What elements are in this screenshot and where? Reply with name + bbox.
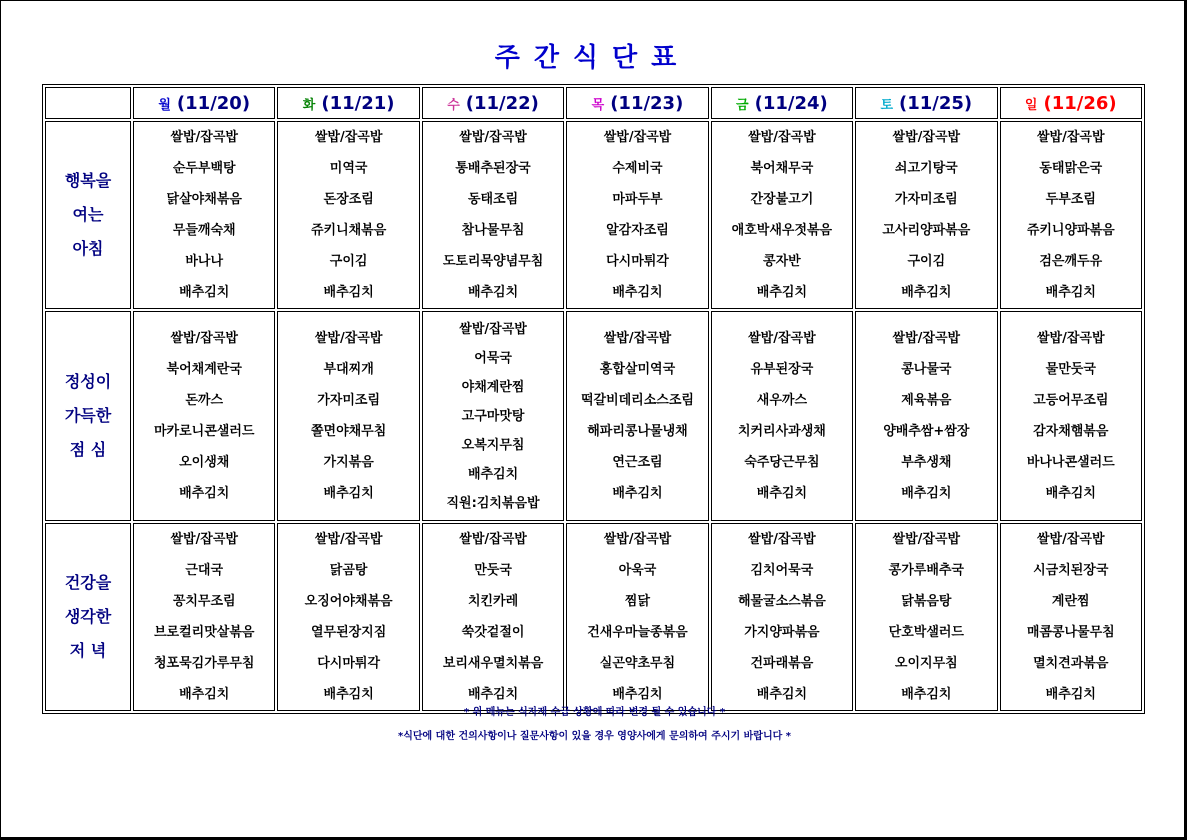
menu-item: 닭곰탕 <box>329 563 368 578</box>
menu-item: 만둣국 <box>474 563 512 578</box>
menu-item: 부대찌개 <box>323 362 374 377</box>
menu-item: 어묵국 <box>474 350 512 366</box>
menu-item: 참나물무침 <box>461 223 525 238</box>
day-icon: 금 <box>736 97 749 113</box>
menu-item: 보리새우멸치볶음 <box>442 656 544 671</box>
menu-item: 마파두부 <box>612 192 663 207</box>
menu-cell <box>1000 311 1142 521</box>
menu-item: 두부조림 <box>1045 192 1096 207</box>
menu-item: 콩가루배추국 <box>888 563 964 578</box>
menu-item: 유부된장국 <box>750 362 814 377</box>
menu-item: 쌀밥/잡곡밥 <box>170 130 238 145</box>
menu-item: 돈까스 <box>185 393 224 408</box>
menu-cell <box>277 523 419 711</box>
menu-item: 청포묵김가루무침 <box>153 656 255 671</box>
day-header <box>422 87 564 119</box>
menu-cell <box>133 523 275 711</box>
menu-item: 고등어무조림 <box>1033 393 1109 408</box>
menu-item: 쌀밥/잡곡밥 <box>170 331 238 346</box>
menu-item: 배추김치 <box>612 285 663 300</box>
menu-item: 계란찜 <box>1051 594 1090 609</box>
day-date: (11/26) <box>1043 92 1117 114</box>
menu-item: 동태맑은국 <box>1039 161 1103 176</box>
menu-item: 쌀밥/잡곡밥 <box>170 532 238 547</box>
day-header <box>566 87 708 119</box>
menu-item: 건새우마늘종볶음 <box>587 625 688 640</box>
menu-item: 배추김치 <box>901 285 952 300</box>
menu-item: 다시마튀각 <box>317 656 381 671</box>
menu-cell <box>711 523 853 711</box>
day-date: (11/23) <box>610 92 684 114</box>
menu-item: 닭살야채볶음 <box>166 192 242 207</box>
menu-item: 쑥갓겉절이 <box>461 625 525 640</box>
day-date: (11/25) <box>899 92 973 114</box>
menu-item: 감자채햄볶음 <box>1033 424 1109 439</box>
meal-label <box>45 523 131 711</box>
menu-item: 시금치된장국 <box>1033 563 1109 578</box>
menu-cell <box>1000 523 1142 711</box>
menu-item: 숙주당근무침 <box>744 455 820 470</box>
meal-row <box>45 523 1142 711</box>
menu-item: 쌀밥/잡곡밥 <box>314 130 383 145</box>
day-header <box>133 87 275 119</box>
menu-item: 배추김치 <box>1045 486 1096 501</box>
menu-item: 찜닭 <box>624 594 651 609</box>
menu-item: 쌀밥/잡곡밥 <box>459 321 527 337</box>
menu-item: 간장불고기 <box>750 192 814 207</box>
menu-item: 배추김치 <box>467 285 519 300</box>
day-icon: 목 <box>591 97 605 113</box>
menu-item: 배추김치 <box>756 285 808 300</box>
menu-item: 쥬키니채볶음 <box>310 223 387 238</box>
menu-cell <box>566 311 708 521</box>
menu-item: 배추김치 <box>467 466 519 482</box>
meal-row <box>45 121 1142 309</box>
meal-label-line: 정성이 <box>64 372 112 391</box>
menu-item: 도토리묵양념무침 <box>442 254 544 269</box>
day-icon: 토 <box>880 97 894 113</box>
menu-item: 배추김치 <box>323 687 374 702</box>
menu-item: 쌀밥/잡곡밥 <box>892 532 961 547</box>
menu-item: 쌀밥/잡곡밥 <box>314 331 383 346</box>
menu-cell <box>422 121 564 309</box>
menu-item: 쌀밥/잡곡밥 <box>314 532 383 547</box>
menu-item: 쇠고기탕국 <box>894 161 958 176</box>
menu-item: 배추김치 <box>756 486 808 501</box>
menu-item: 수제비국 <box>612 161 663 176</box>
menu-item: 멸치견과볶음 <box>1033 656 1109 671</box>
menu-cell <box>566 523 708 711</box>
menu-item: 배추김치 <box>612 687 663 702</box>
menu-item: 부추생채 <box>901 455 952 470</box>
meal-label-line: 행복을 <box>64 171 112 190</box>
menu-item: 구이김 <box>329 254 368 269</box>
day-icon: 수 <box>447 97 460 113</box>
day-header <box>711 87 853 119</box>
day-icon: 일 <box>1024 97 1038 113</box>
meal-label-line: 여는 <box>72 205 104 224</box>
menu-item: 가지볶음 <box>323 455 374 470</box>
menu-item: 제육볶음 <box>901 393 952 408</box>
day-date: (11/22) <box>465 92 539 114</box>
meal-label <box>45 121 131 309</box>
menu-item: 애호박새우젓볶음 <box>731 223 833 238</box>
menu-item: 쌀밥/잡곡밥 <box>603 130 672 145</box>
menu-item: 통배추된장국 <box>455 161 531 176</box>
menu-item: 쌀밥/잡곡밥 <box>748 532 816 547</box>
menu-item: 매콤콩나물무침 <box>1026 625 1115 640</box>
menu-item: 꽁치무조림 <box>172 594 236 609</box>
menu-cell <box>855 523 997 711</box>
menu-item: 오징어야채볶음 <box>304 594 393 609</box>
menu-item: 콩나물국 <box>901 362 952 377</box>
meal-label-line: 생각한 <box>64 607 112 626</box>
menu-cell <box>277 121 419 309</box>
menu-item: 배추김치 <box>901 687 952 702</box>
menu-item: 건파래볶음 <box>750 656 814 671</box>
menu-item: 배추김치 <box>1045 687 1096 702</box>
menu-item: 떡갈비데리소스조림 <box>580 393 694 408</box>
menu-item: 야채계란찜 <box>461 379 525 395</box>
menu-cell <box>133 121 275 309</box>
menu-item: 구이김 <box>907 254 946 269</box>
menu-item: 배추김치 <box>756 687 808 702</box>
menu-item: 배추김치 <box>901 486 952 501</box>
menu-item: 배추김치 <box>467 687 519 702</box>
menu-item: 치킨카레 <box>467 594 519 609</box>
menu-item: 치커리사과생채 <box>737 424 826 439</box>
menu-item: 미역국 <box>329 161 368 176</box>
menu-cell <box>422 311 564 521</box>
menu-cell <box>566 121 708 309</box>
menu-item: 배추김치 <box>179 687 230 702</box>
menu-item: 쌀밥/잡곡밥 <box>748 130 816 145</box>
day-date: (11/24) <box>754 92 828 114</box>
menu-item: 쫄면야채무침 <box>310 424 387 439</box>
day-date: (11/21) <box>321 92 395 114</box>
menu-item: 새우까스 <box>756 393 808 408</box>
menu-item: 북어채무국 <box>750 161 814 176</box>
menu-item: 브로컬리맛살볶음 <box>153 625 255 640</box>
day-header-row <box>45 87 1142 119</box>
menu-item: 김치어묵국 <box>750 563 814 578</box>
meal-label-line: 점 심 <box>69 440 107 459</box>
menu-item: 물만둣국 <box>1045 362 1096 377</box>
menu-item: 단호박샐러드 <box>888 625 964 640</box>
menu-item: 북어채계란국 <box>166 362 242 377</box>
menu-item: 닭볶음탕 <box>901 594 952 609</box>
menu-item: 양배추쌈+쌈장 <box>883 424 970 439</box>
menu-item: 오이생채 <box>179 455 230 470</box>
menu-item: 쌀밥/잡곡밥 <box>603 532 672 547</box>
day-header <box>277 87 419 119</box>
menu-item: 검은깨두유 <box>1039 254 1103 269</box>
notice-contact: *식단에 대한 건의사항이나 질문사항이 있을 경우 영양사에게 문의하여 주시기 바랍니다 * <box>397 731 792 742</box>
menu-cell <box>422 523 564 711</box>
menu-item: 쌀밥/잡곡밥 <box>748 331 816 346</box>
menu-cell <box>855 311 997 521</box>
menu-item: 알감자조림 <box>606 223 669 238</box>
menu-item: 가자미조림 <box>317 393 381 408</box>
menu-item: 쌀밥/잡곡밥 <box>459 130 527 145</box>
menu-item: 쌀밥/잡곡밥 <box>603 331 672 346</box>
menu-item: 쌀밥/잡곡밥 <box>1036 130 1105 145</box>
menu-item: 바나나 <box>185 254 224 269</box>
menu-cell <box>1000 121 1142 309</box>
page-title: 주간식단표 <box>494 43 691 73</box>
day-header <box>1000 87 1142 119</box>
menu-item: 배추김치 <box>323 285 374 300</box>
menu-item: 배추김치 <box>179 285 230 300</box>
menu-item: 쌀밥/잡곡밥 <box>892 331 961 346</box>
menu-item: 직원:김치볶음밥 <box>446 495 540 511</box>
meal-label <box>45 311 131 521</box>
meal-label-line: 아침 <box>72 239 104 258</box>
menu-item: 홍합살미역국 <box>599 362 676 377</box>
meal-label-line: 가득한 <box>64 406 112 425</box>
menu-item: 가자미조림 <box>894 192 958 207</box>
menu-item: 돈장조림 <box>323 192 374 207</box>
menu-item: 열무된장지짐 <box>310 625 387 640</box>
menu-item: 쌀밥/잡곡밥 <box>1036 532 1105 547</box>
corner-cell <box>45 87 131 119</box>
day-date: (11/20) <box>176 92 251 114</box>
menu-item: 배추김치 <box>612 486 663 501</box>
menu-item: 해파리콩나물냉채 <box>587 424 688 439</box>
meal-label-line: 건강을 <box>64 573 112 592</box>
menu-item: 동태조림 <box>467 192 519 207</box>
notice-change: * 위 메뉴는 식자재 수급 상황에 따라 변경 될 수 있습니다 * <box>463 707 726 718</box>
day-header <box>855 87 997 119</box>
menu-item: 배추김치 <box>1045 285 1096 300</box>
menu-item: 순두부백탕 <box>172 161 236 176</box>
day-icon: 화 <box>302 97 316 113</box>
weekly-menu-table <box>42 84 1145 714</box>
menu-item: 오이지무침 <box>894 656 958 671</box>
menu-item: 실곤약초무침 <box>599 656 676 671</box>
menu-item: 콩자반 <box>763 254 801 269</box>
day-icon: 월 <box>158 97 171 113</box>
menu-item: 가지양파볶음 <box>744 625 820 640</box>
menu-cell <box>711 311 853 521</box>
menu-item: 배추김치 <box>179 486 230 501</box>
menu-item: 다시마튀각 <box>606 254 669 269</box>
menu-cell <box>277 311 419 521</box>
meal-row <box>45 311 1142 521</box>
menu-item: 해물굴소스볶음 <box>737 594 826 609</box>
menu-item: 쌀밥/잡곡밥 <box>459 532 527 547</box>
menu-item: 배추김치 <box>323 486 374 501</box>
menu-item: 아욱국 <box>618 563 657 578</box>
menu-item: 쥬키니양파볶음 <box>1026 223 1115 238</box>
menu-cell <box>855 121 997 309</box>
menu-item: 쌀밥/잡곡밥 <box>1036 331 1105 346</box>
menu-item: 바나나콘샐러드 <box>1026 455 1115 470</box>
menu-item: 고구마맛탕 <box>461 408 525 424</box>
menu-item: 무들깨숙채 <box>172 223 236 238</box>
menu-item: 쌀밥/잡곡밥 <box>892 130 961 145</box>
menu-item: 연근조림 <box>612 455 663 470</box>
meal-label-line: 저 녁 <box>69 641 107 660</box>
menu-item: 근대국 <box>185 563 224 578</box>
menu-item: 고사리양파볶음 <box>882 223 971 238</box>
menu-cell <box>133 311 275 521</box>
menu-item: 마카로니콘샐러드 <box>153 424 255 439</box>
menu-item: 오복지무침 <box>461 437 525 453</box>
menu-cell <box>711 121 853 309</box>
